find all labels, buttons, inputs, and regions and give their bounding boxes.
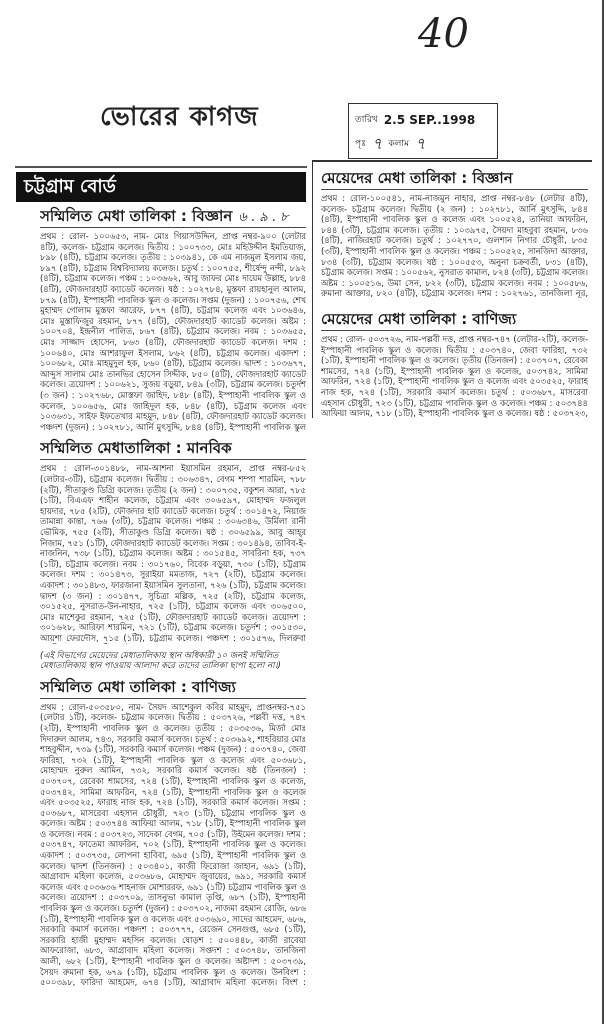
stamp-column: ৭ <box>414 134 426 153</box>
heading-text: সম্মিলিত মেধা তালিকা : বিজ্ঞান <box>40 207 233 225</box>
section-heading: সম্মিলিত মেধা তালিকা : বাণিজ্য <box>40 677 306 699</box>
combined-commerce-section <box>40 677 306 988</box>
section-body: প্রথম : রোল- ১০০৬৫৩, নাম- মোঃ গিয়াসউদ্দিন, প্রাপ্ত নম্বর-৯০০ (লেটার ৪টি), কলেজ- চট্টগ্রাম কলেজ। দ্বিতীয় : ১০০৭৩৩, মোঃ মহিউদ্দীন ইমতিয়াজ, ৮৯৮ (৪টি), চট্টগ্রাম কলেজ। তৃতীয় : ১০৩৯৪১, কে এম নাজমুল ইসলাম জয়, ৮৯৭ (৪টি), চট্টগ্রাম বিশ্ববিদ্যালয় কলেজ। চতুর্থ : ১০০৭৫৫, শীর্ষেন্দু নন্দী, ৮৯২ (৪টি), চট্টগ্রাম কলেজ। পঞ্চম : ১০৩৬৬২, আবু জাফর মোঃ দায়েম উল্লাহ, ৮৮৪ (৪টি), ফৌজদারহাট ক্যাডেট কলেজ। ষষ্ঠ : ১০২৭৮৪, মুস্তফা রায়হানুল আলম, ৮৭৯ (৪টি), ইস্পাহানী পাবলিক স্কুল ও কলেজ। সপ্তম (দুজন) : ১০০৭৫৬, শেখ মুহাম্মদ গোলাম মুস্তফা আরেফ, ৮৭৭ (৪টি), চট্টগ্রাম কলেজ এবং ১০৩৬৪৬, মোঃ মুস্তাফিজুর রহমান, ৮৭৭ (৪টি), ফৌজদারহাট ক্যাডেট কলেজ। অষ্টম : ১০০৭০৪, ইন্দ্রনীল পালিত, ৮৬৭ (৪টি), চট্টগ্রাম কলেজ। নবম : ১০৩৬৫৫, মোঃ সাজ্জাদ হোসেন, ৮৬৩ (৪টি), ফৌজদারহাট ক্যাডেট কলেজ। দশম : ১০০৬৪০, মোঃ আশরাফুল ইসলাম, ৮৬২ (৪টি), চট্টগ্রাম কলেজ। একাদশ : ১০০৬৮২, মোঃ মাহমুদুল হক, ৮৬০ (৪টি), চট্টগ্রাম কলেজ। দ্বাদশ : ১০৩৬৭৭, আব্দুস সালাম মোঃ তানভির হোসেন সিদ্দীক, ৮৫০ (৪টি), ফৌজদারহাট ক্যাডেট কলেজ। ত্রয়োদশ : ১০০৬২১, সুজয় বড়ুয়া, ৮৪৯ (৩টি), চট্টগ্রাম কলেজ। চতুর্দশ (৩ জন) : ১০২৭৬৮, মোস্তফা জাহিদ, ৮৪৮ (৪টি), ইস্পাহানী পাবলিক স্কুল ও কলেজ, ১০০৬৫৬, মোঃ জাহিদুল হক, ৮৪৮ (৪টি), চট্টগ্রাম কলেজ এবং ১০৩৬৩১, সাইফ ইফতেখার মাহমুদ, ৮৪৮ (৪টি), ফৌজদারহাট ক্যাডেট কলেজ। পঞ্চদশ (দুজন) : ১০২৭৮১, আর্নি মুৎসুদ্দি, ৮৪৪ (৪টি), ইস্পাহানী পাবলিক স্কুল <box>40 231 306 432</box>
combined-science-section <box>40 206 306 432</box>
section-body: প্রথম : রোল- ৫০৩৭২৬, নাম-পল্লবী দত্ত, প্রাপ্ত নম্বর-৭৪৭ (লেটার-২টি), কলেজ- ইস্পাহানী পাবলিক স্কুল ও কলেজ। দ্বিতীয় : ৫০৩৭৪০, জেবা ফারিহা, ৭৩২ (১টি), ইস্পাহানী পাবলিক স্কুল ও কলেজ। তৃতীয় (তিনজন) : ৫০৩৭০৭, রেবেকা শামসের, ৭২৪ (১টি), ইস্পাহানী পাবলিক স্কুল ও কলেজ, ৫০৩৭৪২, সামিমা আফরিন, ৭২৪ (১টি), ইস্পাহানী পাবলিক স্কুল ও কলেজ এবং ৫০৩৫২৫, ফারাহ নাজ হক, ৭২৪ (১টি), সরকারি কমার্স কলেজ। চতুর্থ : ৫০৩৬৮৭, মাসরেবা এহসান চৌধুরী, ৭২৩ (১টি), চট্টগ্রাম পাবলিক স্কুল ও কলেজ। পঞ্চম : ৫০৩৭৪৪ আফিয়া আলম, ৭১৮ (১টি), ইস্পাহানী পাবলিক স্কুল ও কলেজ। ষষ্ঠ : ৫০৩৭২৩, <box>321 334 588 418</box>
divider <box>15 166 307 168</box>
board-title: চট্টগ্রাম বোর্ড <box>16 172 306 202</box>
handwritten-annotation: ৬ . ৯ . ৮ <box>238 210 289 225</box>
section-heading <box>40 206 306 228</box>
section-body: প্রথম : রোল-৩০১৪৮৮, নাম-আশনা ইয়াসমিন রহমান, প্রাপ্ত নম্বর-৮৫২ (লেটার-৩টি), চট্টগ্রাম কলেজ। দ্বিতীয় : ৩০৬৩৪৭, বেগম শম্পা শারমিন, ৭৮৮ (২টি), সীতাকুণ্ড ডিগ্রি কলেজ। তৃতীয় (২ জন) : ৩০০৭৩৫, বকুশন আরা, ৭৮৫ (১টি), বিএএফ শাহীন কলেজ, চট্টগ্রাম এবং ৩০৬৫৯৭, মোহাম্মদ ফজলুল হায়দার, ৭৮৫ (২টি), ফৌজদার হাট ক্যাডেট কলেজ। চতুর্থ : ৩০১৪৭২, নিয়াজ তামান্না কান্তা, ৭৬৬ (৩টি), চট্টগ্রাম কলেজ। পঞ্চম : ৩০৬৩৪৬, উর্মিলা রানী ভৌমিক, ৭৫৫ (২টি), সীতাকুণ্ড ডিগ্রি কলেজ। ষষ্ঠ : ৩০৬৫৯৯, আবু আহ্‌র নিজাম, ৭৫১ (১টি), ফৌজদারহাট ক্যাডেট কলেজ। সপ্তম : ৩০১৪৯৪, তাবিব-ই-নাজনিন, ৭৩৮ (১টি), চট্টগ্রাম কলেজ। অষ্টম : ৩০১৫৪৫, সাবরিনা হক, ৭৩৭ (১টি), চট্টগ্রাম কলেজ। নবম : ৩০১৭৬০, বিবেক বড়ুয়া, ৭৩০ (১টি), চট্টগ্রাম কলেজ। দশম : ৩০১৪৭৩, সুরাইয়া মমতাজ, ৭২৭ (২টি), চট্টগ্রাম কলেজ। একাদশ : ৩০১৪৮৩, ফারজানা ইয়াসমিন সুলতানা, ৭২৬ (১টি), চট্টগ্রাম কলেজ। দ্বাদশ (৩ জন) : ৩০১৪৭৭, সুচিত্রা মল্লিক, ৭২৫ (২টি), চট্টগ্রাম কলেজ, ৩০১৫২৫, নুসরাত-উন-নাহার, ৭২৫ (১টি), চট্টগ্রাম কলেজ এবং ৩০৬৫০০, মোঃ মাশেকুর রহমান, ৭২৫ (১টি), ফৌজদারহাট ক্যাডেট কলেজ। ত্রয়োদশ : ৩০১৬২৮, আরিফা শারমিন, ৭২১ (১টি), চট্টগ্রাম কলেজ। চতুর্দশ : ৩০১৫৩০, আয়শা ফেরদৌস, ৭১৫ (১টি), চট্টগ্রাম কলেজ। পঞ্চদশ : ৩০১৫৭৬, দিলরুবা <box>40 463 306 643</box>
section-heading: মেয়েদের মেধা তালিকা : বাণিজ্য <box>321 309 588 331</box>
stamp-page: ৭ <box>371 134 383 153</box>
handwritten-page-number: 40 <box>418 11 469 57</box>
section-heading: মেয়েদের মেধা তালিকা : বিজ্ঞান <box>321 168 588 190</box>
stamp-date: 2.5 SEP..1998 <box>383 113 476 127</box>
editorial-note: (এই বিভাগের মেয়েদের মেধাতালিকায় স্থান অধিকারী ১০ জনই সম্মিলিত মেধাতালিকায় স্থান পাওয়ায় আলাদা করে তাদের তালিকা ছাপা হলো না।) <box>40 649 281 671</box>
scan-edge <box>602 0 604 1024</box>
section-body: প্রথম : রোল-১০০৫৪১, নাম-নাজমুন নাহার, প্রাপ্ত নম্বর-৮৪৮ (লেটার ৪টি), কলেজ- চট্টগ্রাম কলেজ। দ্বিতীয় (২ জন) : ১০২৭৮১, আর্নি মুৎসুদ্দি, ৮৪৪ (৪টি), ইস্পাহানী পাবলিক স্কুল ও কলেজ এবং ১০০৫২৪, তানিয়া আফরিন, ৮৪৪ (৩টি), চট্টগ্রাম কলেজ। তৃতীয় : ১০৩৯৭৫, সৈয়দা মাহবুবা রহমান, ৮৩৬ (৪টি), নাজিরহাট কলেজ। চতুর্থ : ১০২৭৭০, গুলশান নিগার চৌধুরী, ৮৩৫ (৩টি), ইস্পাহানী পাবলিক স্কুল ও কলেজ। পঞ্চম : ১০০৫২৫, সানজিদা আক্তার, ৮৩৪ (৩টি), চট্টগ্রাম কলেজ। ষষ্ঠ : ১০০৫৫৩, অনুনা চক্রবর্তী, ৮৩১ (৪টি), চট্টগ্রাম কলেজ। সপ্তম : ১০০৫৬২, নুসরাত কামাল, ৮২৪ (৩টি), চট্টগ্রাম কলেজ। অষ্টম : ১০০৫১৬, উমা সেন, ৮২২ (৩টি), চট্টগ্রাম কলেজ। নবম : ১০০৫৮৬, রুমানা আক্তার, ৮২০ (৪টি), চট্টগ্রাম কলেজ। দশম : ১০২৭৬১, তানজিলা নূর, <box>321 193 588 299</box>
girls-merit-box <box>312 160 592 418</box>
date-stamp <box>348 103 498 159</box>
stamp-date-label: তারিখ <box>355 115 378 125</box>
stamp-page-label: পৃঃ <box>355 139 366 149</box>
newspaper-masthead: ভোরের কাগজ <box>100 102 259 132</box>
left-column <box>40 206 306 994</box>
stamp-column-label: কলাম <box>388 139 409 149</box>
section-heading: সম্মিলিত মেধাতালিকা : মানবিক <box>40 438 306 460</box>
section-body: প্রথম : রোল-৫০৩৫৮০, নাম- সৈয়দ আশেকুল কবির মাহমুদ, প্রাপ্তনম্বর-৭৫১ (লেটার ১টি), কলেজ- চট্টগ্রাম কলেজ। দ্বিতীয় : ৫০৩৭২৬, পল্লবী দত্ত, ৭৪৭ (২টি), ইস্পাহানী পাবলিক স্কুল ও কলেজ। তৃতীয় : ৫০৩৫৩৬, মির্জা মোঃ দিদারুল আলম, ৭৪৩, সরকারি কমার্স কলেজ। চতুর্থ : ৫০৩৬৯২, শাহরিয়ার মোঃ শাহবুদ্দীন, ৭৩৯ (১টি), সরকারি কমার্স কলেজ। পঞ্চম (দুজন) : ৫০৩৭৪০, জেবা ফারিহা, ৭৩২ (১টি), ইস্পাহানী পাবলিক স্কুল ও কলেজ এবং ৫০৩৬৮১, মোহাম্মদ নুরুল আমিন, ৭৩২, সরকারি কমার্স কলেজ। ষষ্ঠ (তিনজন) : ৫০৩৭০৭, রেবেকা শামসের, ৭২৪ (১টি), ইস্পাহানী পাবলিক স্কুল ও কলেজ, ৫০৩৭৪২, সামিমা আফরিন, ৭২৪ (১টি), ইস্পাহানী পাবলিক স্কুল ও কলেজ এবং ৫০৩৫২৫, ফারাহ নাজ হক, ৭২৪ (১টি), সরকারি কমার্স কলেজ। সপ্তম : ৫০৩৬৮৭, মাসরেবা এহসান চৌধুরী, ৭২৩ (১টি), চট্টগ্রাম পাবলিক স্কুল ও কলেজ। অষ্টম : ৫০৩৭৪৪ আফিয়া আলম, ৭১৮ (১টি), ইস্পাহানী পাবলিক স্কুল ও কলেজ। নবম : ৫০৩৭২৩, সাদেকা বেগম, ৭০৫ (১টি), উইমেন কলেজ। দশম : ৫০৩৭৪৭, ফাতেমা আফরিন, ৭০২ (১টি), ইস্পাহানী পাবলিক স্কুল ও কলেজ। একাদশ : ৫০৩৭৩৫, লোপনা হাবিবা, ৬৯৫ (১টি), ইস্পাহানী পাবলিক স্কুল ও কলেজ। দ্বাদশ (তিনজন) : ৫০৩৪০১, কাজী ফিরোজা জাহান, ৬৯১ (১টি), আগ্রাবাদ মহিলা কলেজ, ৫০৩৬৮৬, মোহাম্মদ জুবায়ের, ৬৯১, সরকারি কমার্স কলেজ এবং ৫০৩৬৩৬ শাহনাজ মোশাররফ, ৬৯১ (১টি) চট্টগ্রাম পাবলিক স্কুল ও কলেজ। ত্রয়োদশ : ৫০৩৭০৯, তাসনুভা কামাল তৃপ্তি, ৬৮৭ (১টি), ইস্পাহানী পাবলিক স্কুল ও কলেজ। চতুর্দশ (দুজন) : ৫০৩৭০২, নাজমা রহমান রোজি, ৬৮৬ (১টি), ইস্পাহানী পাবলিক স্কুল ও কলেজ এবং ৫০৩৬৯০, সাদের আহমেদ, ৬৮৬, সরকারি কমার্স কলেজ। পঞ্চদশ : ৫০৩৭৭৭, রেজেন সেনগুপ্ত, ৬৮৫ (১টি), সরকারি হাজী মুহাম্মদ মহসিন কলেজ। ষোড়শ : ৫০০৪৪৮, কাজী রাবেয়া আফরোজা, ৬৮৩, আগ্রাবাদ মহিলা কলেজ। সপ্তদশ : ৫০৩৭৪৮, তানজিনা আলী, ৬৮২ (১টি), ইস্পাহানী পাবলিক স্কুল ও কলেজ। অষ্টাদশ : ৫০৩৭৩৯, সৈয়দ রুমানা হক, ৬৭৯ (১টি), চট্টগ্রাম পাবলিক স্কুল ও কলেজ। উনবিংশ : ৫০০৩৯৮, ফারিদা আহমেদ, ৬৭৪ (১টি), আগ্রাবাদ মহিলা কলেজ। বিংশ : <box>40 701 306 988</box>
combined-humanities-section <box>40 438 306 670</box>
